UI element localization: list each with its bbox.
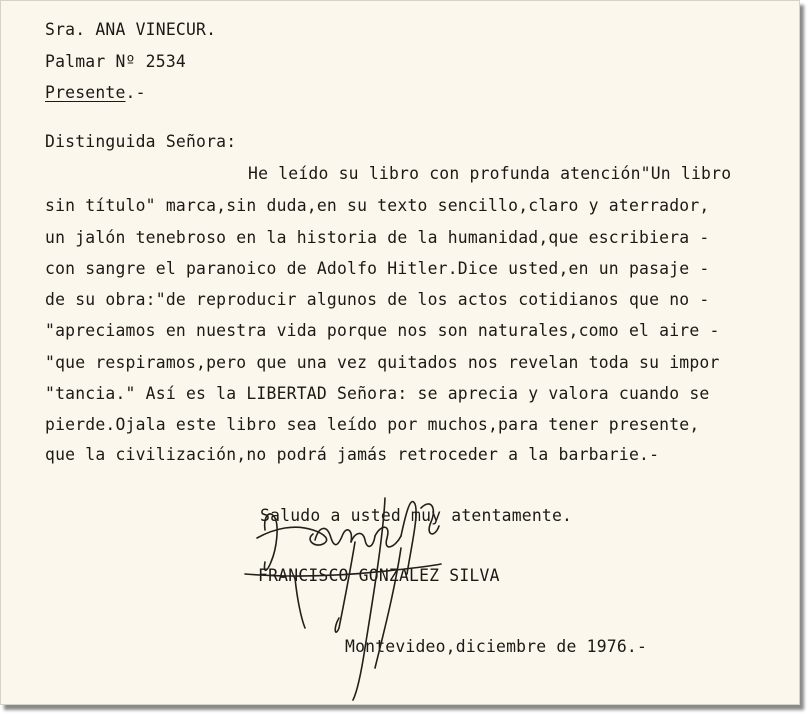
presente-suffix: .- (125, 83, 146, 102)
paragraph-line-7: "que respiramos,pero que una vez quitados nos revelan toda su impor (45, 353, 720, 372)
paragraph-line-5: de su obra:"de reproducir algunos de los actos cotidianos que no - (45, 290, 710, 309)
presente-line (45, 85, 146, 101)
paragraph-line-3: un jalón tenebroso en la historia de la humanidad,que escribiera - (45, 228, 710, 247)
paragraph-line-6: "apreciamos en nuestra vida porque nos son naturales,como el aire - (45, 321, 720, 340)
paragraph-line-4: con sangre el paranoico de Adolfo Hitler.Dice usted,en un pasaje - (45, 259, 710, 278)
salutation: Distinguida Señora: (45, 132, 237, 151)
paragraph-line-2: sin título" marca,sin duda,en su texto sencillo,claro y aterrador, (45, 196, 710, 215)
paragraph-line-1: He leído su libro con profunda atención"Un libro (248, 164, 732, 183)
paragraph-line-9: pierde.Ojala este libro sea leído por muchos,para tener presente, (45, 415, 700, 434)
closing-greeting: Saludo a usted muy atentamente. (260, 506, 573, 525)
signatory-name: FRANCISCO GONZALEZ SILVA (258, 566, 500, 585)
paragraph-line-10: que la civilización,no podrá jamás retroceder a la barbarie.- (45, 445, 660, 464)
recipient-name: Sra. ANA VINECUR. (45, 20, 217, 39)
paragraph-line-8: "tancia." Así es la LIBERTAD Señora: se aprecia y valora cuando se (45, 384, 710, 403)
recipient-address: Palmar Nº 2534 (45, 52, 186, 71)
handwritten-signature (235, 478, 465, 708)
place-and-date: Montevideo,diciembre de 1976.- (345, 637, 648, 656)
presente-word: Presente (45, 83, 126, 102)
